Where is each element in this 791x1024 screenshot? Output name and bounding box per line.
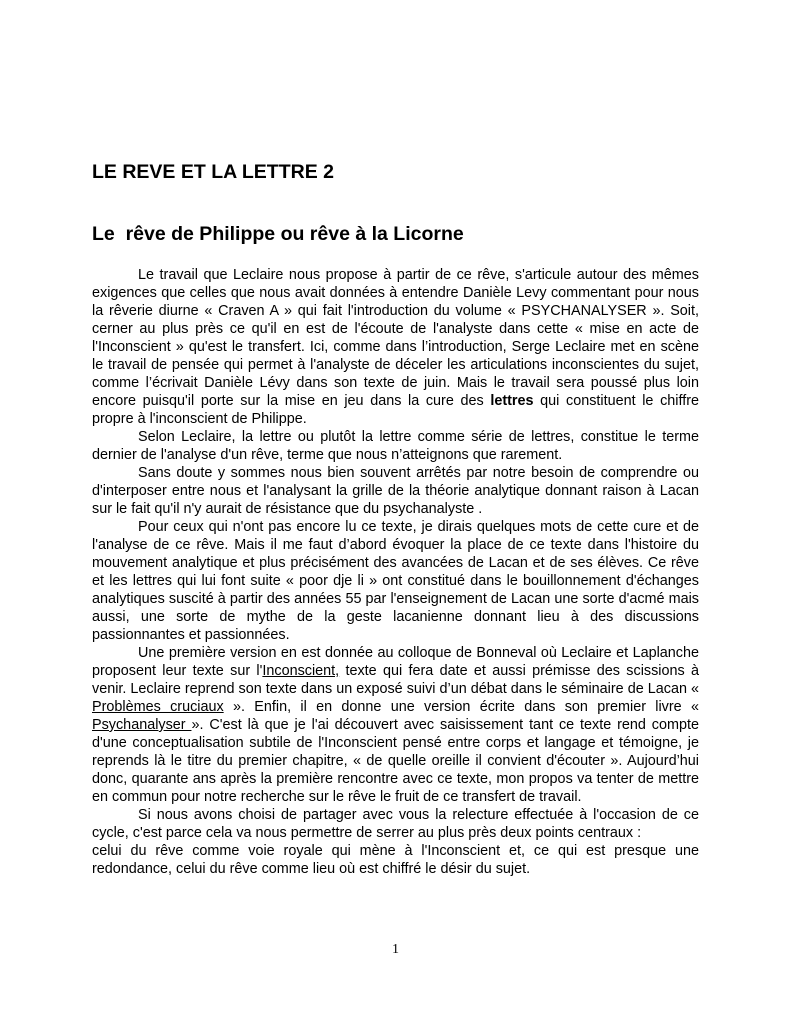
paragraph-3: Sans doute y sommes nous bien souvent arrêtés par notre besoin de comprendre ou d'interposer entre nous et l'analysant la grille de la théorie analytique donnant raison à Lacan sur le fait qu'il n'y aurait de résistance que du psychanalyste .	[92, 465, 699, 517]
paragraph-1-text-a: Le travail que Leclaire nous propose à partir de ce rêve, s'articule autour des mêmes exigences que celles que nous avait données à entendre Danièle Levy commentant pour nous la rêverie diurne « Craven A » qui fait l'introduction du volume « PSYCHANALYSER ». Soit, cerner au plus près ce qu'il en est de l'écoute de l'analyste dans cette « mise en acte de l'Inconscient » qu'est le transfert. Ici, comme dans l’introduction, Serge Leclaire met en scène le travail de pensée qui permet à l'analyste de déceler les articulations inconscientes du sujet, comme l’écrivait Danièle Lévy dans son texte de juin. Mais le travail sera poussé plus loin encore puisqu'il porte sur la mise en jeu dans la cure des	[92, 267, 699, 409]
document-title: LE REVE ET LA LETTRE 2	[92, 161, 334, 183]
paragraph-5-text-1: Une première version en est donnée au colloque de Bonneval où Leclaire et Laplanche proposent leur texte sur l'	[92, 645, 699, 679]
paragraph-6: Si nous avons choisi de partager avec vous la relecture effectuée à l'occasion de ce cycle, c'est parce cela va nous permettre de serrer au plus près deux points centraux :	[92, 807, 699, 841]
underlined-problemes-cruciaux: Problèmes cruciaux	[92, 699, 224, 715]
paragraph-7: celui du rêve comme voie royale qui mène à l'Inconscient et, ce qui est presque une redondance, celui du rêve comme lieu où est chiffré le désir du sujet.	[92, 843, 699, 877]
paragraph-5-text-2: texte qui fera date et aussi prémisse des scissions à venir. Leclaire reprend son texte dans un exposé suivi d’un débat dans le séminaire de Lacan «	[92, 663, 699, 697]
paragraph-5-text-4: ». C'est là que je l'ai découvert avec saisissement tant ce texte rend compte d'une conceptualisation subtile de l'Inconscient pensé entre corps et langage et témoigne, je reprends là le titre du premier chapitre, « de quelle oreille il convient d'écouter ». Aujourd’hui donc, quarante ans après la première rencontre avec ce texte, mon propos va tenter de mettre en commun pour notre recherche sur le rêve le fruit de ce transfert de travail.	[92, 717, 699, 805]
section-heading: Le rêve de Philippe ou rêve à la Licorne	[92, 223, 464, 245]
bold-word-lettres: lettres	[490, 393, 534, 409]
paragraph-5-text-3: ». Enfin, il en donne une version écrite dans son premier livre «	[223, 699, 699, 715]
underlined-inconscient: Inconscient,	[262, 663, 340, 679]
paragraph-1-text-b: qui constituent le chiffre propre à l'inconscient de Philippe.	[92, 393, 699, 427]
body-text	[92, 266, 699, 878]
paragraph-5	[92, 644, 699, 806]
paragraph-2: Selon Leclaire, la lettre ou plutôt la lettre comme série de lettres, constitue le terme dernier de l'analyse d'un rêve, terme que nous n’atteignons que rarement.	[92, 429, 699, 463]
page-number: 1	[392, 942, 399, 957]
paragraph-4: Pour ceux qui n'ont pas encore lu ce texte, je dirais quelques mots de cette cure et de l'analyse de ce rêve. Mais il me faut d’abord évoquer la place de ce texte dans l'histoire du mouvement analytique et plus précisément des avancées de Lacan et de ses élèves. Ce rêve et les lettres qui lui font suite « poor dje li » ont constitué dans le bouillonnement d'échanges analytiques suscité à partir des années 55 par l'enseignement de Lacan une sorte d'acmé mais aussi, une sorte de mythe de la geste lacanienne donnant lieu à des discussions passionnantes et passionnées.	[92, 519, 699, 643]
underlined-psychanalyser: Psychanalyser	[92, 717, 192, 733]
paragraph-1	[92, 266, 699, 428]
